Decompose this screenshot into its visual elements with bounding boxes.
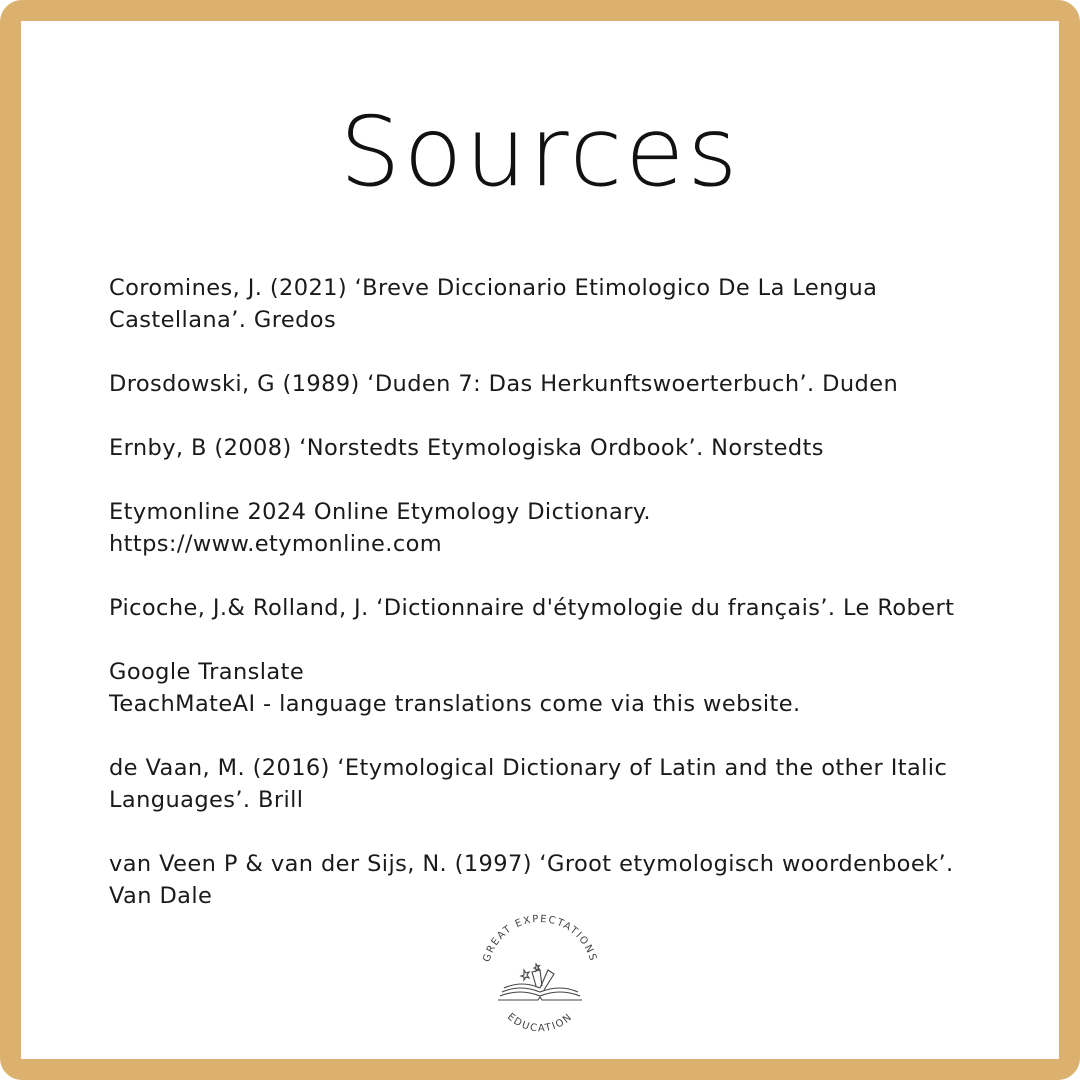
source-entry [109, 848, 989, 912]
source-entry [109, 432, 989, 464]
source-entry [109, 496, 989, 560]
logo-bottom-text: EDUCATION [504, 1011, 576, 1035]
source-link[interactable]: https://www.etymonline.com [109, 531, 443, 557]
source-line: Drosdowski, G (1989) ‘Duden 7: Das Herkunftswoerterbuch’. Duden [109, 371, 899, 397]
source-entry [109, 656, 989, 720]
page-title: Sources [339, 96, 741, 208]
source-entry [109, 752, 989, 816]
source-line: TeachMateAI - language translations come via this website. [109, 691, 801, 717]
source-line: Languages’. Brill [109, 787, 304, 813]
source-line: Castellana’. Gredos [109, 307, 337, 333]
source-line: Van Dale [109, 883, 213, 909]
sources-list [109, 272, 989, 944]
open-book-icon [498, 964, 582, 1000]
source-entry [109, 272, 989, 336]
source-line: de Vaan, M. (2016) ‘Etymological Dictionary of Latin and the other Italic [109, 755, 948, 781]
source-line: Google Translate [109, 659, 305, 685]
source-entry [109, 592, 989, 624]
source-line: Etymonline 2024 Online Etymology Dictionary. [109, 499, 651, 525]
source-line: van Veen P & van der Sijs, N. (1997) ‘Groot etymologisch woordenboek’. [109, 851, 954, 877]
source-line: Ernby, B (2008) ‘Norstedts Etymologiska Ordbook’. Norstedts [109, 435, 824, 461]
great-expectations-logo [470, 912, 610, 1052]
source-line: Picoche, J.& Rolland, J. ‘Dictionnaire d'étymologie du français’. Le Robert [109, 595, 955, 621]
logo-top-text: GREAT EXPECTATIONS [481, 913, 599, 964]
source-line: Coromines, J. (2021) ‘Breve Diccionario Etimologico De La Lengua [109, 275, 878, 301]
source-entry [109, 368, 989, 400]
